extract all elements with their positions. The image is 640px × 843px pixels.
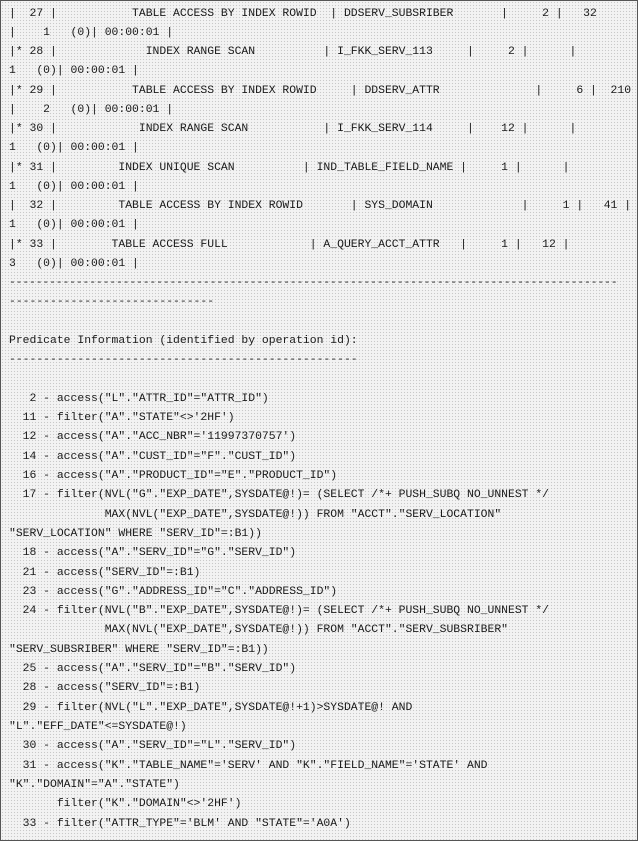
plan-row-28-line-1: |* 28 | INDEX RANGE SCAN | I_FKK_SERV_113 | 2 | | (9, 46, 577, 58)
predicate-line: "SERV_LOCATION" WHERE "SERV_ID"=:B1)) (9, 528, 262, 540)
plan-row-27-line-1: | 27 | TABLE ACCESS BY INDEX ROWID | DDSERV_SUBSRIBER | 2 | 32 (9, 8, 597, 20)
predicate-line: 31 - access("K"."TABLE_NAME"='SERV' AND "K"."FIELD_NAME"='STATE' AND (9, 760, 488, 772)
plan-row-30-line-1: |* 30 | INDEX RANGE SCAN | I_FKK_SERV_114 | 12 | | (9, 123, 577, 135)
predicate-line: 18 - access("A"."SERV_ID"="G"."SERV_ID") (9, 547, 297, 559)
predicate-heading-underline: --------------------------------------------------- (9, 354, 358, 366)
table-bottom-separator: ------------------------------------------------------------------------------------------- (9, 277, 618, 289)
predicate-line: 25 - access("A"."SERV_ID"="B"."SERV_ID") (9, 663, 297, 675)
predicate-line: "SERV_SUBSRIBER" WHERE "SERV_ID"=:B1)) (9, 644, 269, 656)
plan-row-31-line-2: 1 (0)| 00:00:01 | (9, 181, 139, 193)
predicate-line: "L"."EFF_DATE"<=SYSDATE@!) (9, 721, 187, 733)
predicate-line: 17 - filter(NVL("G"."EXP_DATE",SYSDATE@!)= (SELECT /*+ PUSH_SUBQ NO_UNNEST */ (9, 489, 550, 501)
plan-row-29-line-1: |* 29 | TABLE ACCESS BY INDEX ROWID | DDSERV_ATTR | 6 | 210 (9, 85, 632, 97)
predicate-line: MAX(NVL("EXP_DATE",SYSDATE@!)) FROM "ACCT"."SERV_SUBSRIBER" (9, 624, 508, 636)
plan-row-31-line-1: |* 31 | INDEX UNIQUE SCAN | IND_TABLE_FIELD_NAME | 1 | | (9, 162, 570, 174)
plan-row-32-line-1: | 32 | TABLE ACCESS BY INDEX ROWID | SYS_DOMAIN | 1 | 41 | (9, 200, 632, 212)
predicate-line: 33 - filter("ATTR_TYPE"='BLM' AND "STATE"='A0A') (9, 818, 351, 830)
predicate-line: 21 - access("SERV_ID"=:B1) (9, 567, 201, 579)
plan-row-29-line-2: | 2 (0)| 00:00:01 | (9, 104, 174, 116)
predicate-line: 12 - access("A"."ACC_NBR"='11997370757') (9, 431, 297, 443)
predicate-line: 14 - access("A"."CUST_ID"="F"."CUST_ID") (9, 451, 297, 463)
predicate-line: 2 - access("L"."ATTR_ID"="ATTR_ID") (9, 393, 269, 405)
predicate-line: 11 - filter("A"."STATE"<>'2HF') (9, 412, 235, 424)
predicate-line: 28 - access("SERV_ID"=:B1) (9, 682, 201, 694)
table-bottom-separator-continued: ------------------------------ (9, 296, 215, 308)
predicate-line: 30 - access("A"."SERV_ID"="L"."SERV_ID") (9, 740, 297, 752)
plan-row-33-line-2: 3 (0)| 00:00:01 | (9, 258, 139, 270)
plan-row-27-line-2: | 1 (0)| 00:00:01 | (9, 27, 174, 39)
predicate-line: "K"."DOMAIN"="A"."STATE") (9, 779, 180, 791)
predicate-line: 16 - access("A"."PRODUCT_ID"="E"."PRODUCT_ID") (9, 470, 338, 482)
plan-row-30-line-2: 1 (0)| 00:00:01 | (9, 142, 139, 154)
predicate-line: 23 - access("G"."ADDRESS_ID"="C"."ADDRESS_ID") (9, 586, 338, 598)
predicate-line: 29 - filter(NVL("L"."EXP_DATE",SYSDATE@!+1)>SYSDATE@! AND (9, 702, 413, 714)
predicate-line: 24 - filter(NVL("B"."EXP_DATE",SYSDATE@!)= (SELECT /*+ PUSH_SUBQ NO_UNNEST */ (9, 605, 550, 617)
plan-row-28-line-2: 1 (0)| 00:00:01 | (9, 65, 139, 77)
predicate-line: filter("K"."DOMAIN"<>'2HF') (9, 798, 242, 810)
plan-row-32-line-2: 1 (0)| 00:00:01 | (9, 219, 139, 231)
predicate-heading: Predicate Information (identified by operation id): (9, 335, 358, 347)
plan-row-33-line-1: |* 33 | TABLE ACCESS FULL | A_QUERY_ACCT_ATTR | 1 | 12 | (9, 239, 570, 251)
predicate-line: MAX(NVL("EXP_DATE",SYSDATE@!)) FROM "ACCT"."SERV_LOCATION" (9, 509, 502, 521)
